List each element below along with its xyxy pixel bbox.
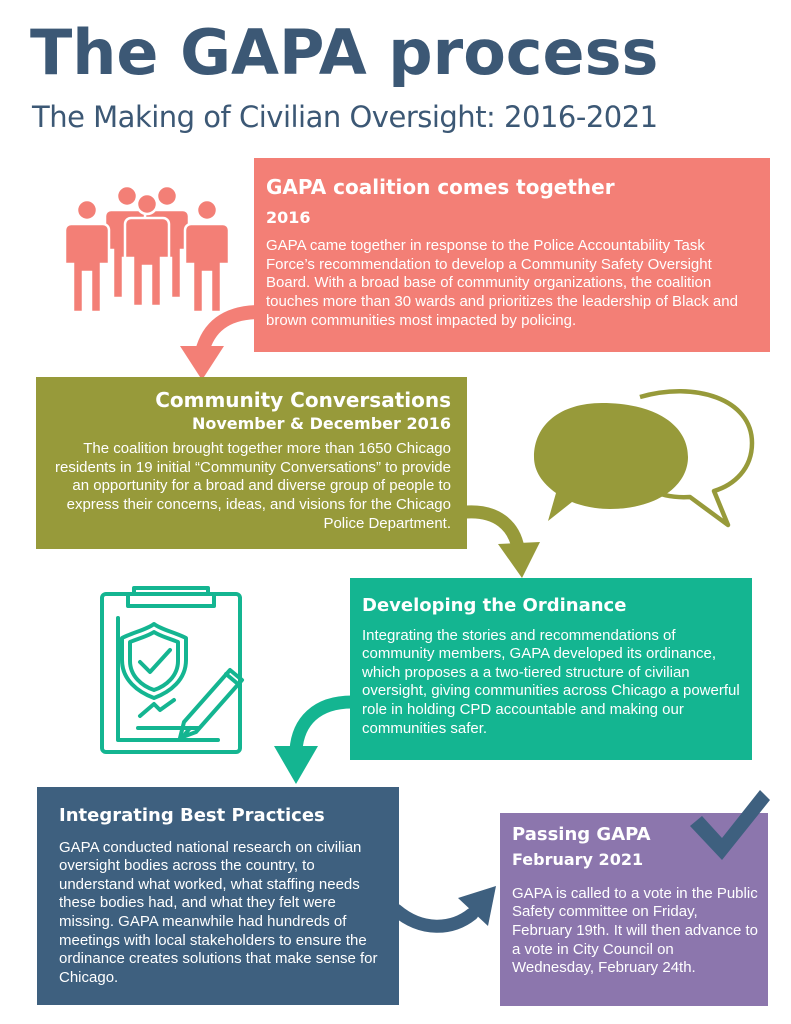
section-body: GAPA conducted national research on civilian oversight bodies across the country, to understand what worked, what staffing needs these bodies had, and what they felt were missing. GAPA meanwhile had hundreds of meetings with local stakeholders to ensure the ordinance creates solutions that make sense for Chicago.: [59, 838, 378, 986]
section-best-practices: [37, 787, 399, 1005]
section-heading: Integrating Best Practices: [59, 805, 325, 826]
person-figure: [65, 200, 109, 312]
page-subtitle: The Making of Civilian Oversight: 2016-2021: [32, 100, 658, 134]
section-community-conversations: [36, 377, 467, 549]
section-date: February 2021: [512, 849, 644, 869]
section-date: 2016: [266, 208, 311, 227]
page-title: The GAPA process: [30, 16, 659, 89]
curved-arrow-icon: [268, 688, 358, 788]
checkmark-icon: [684, 786, 774, 866]
section-heading: GAPA coalition comes together: [266, 175, 615, 199]
section-date: November & December 2016: [191, 414, 451, 433]
section-body: GAPA came together in response to the Police Accountability Task Force’s recommendation to develop a Community Safety Oversight Board. With a broad base of community organizations, the coalition touches more than 30 wards and prioritizes the leadership of Black and brown communities most impacted by policing.: [266, 237, 738, 329]
section-body: GAPA is called to a vote in the Public Safety committee on Friday, February 19th. It will then advance to a vote in City Council on Wednesday, February 24th.: [512, 884, 758, 977]
curved-arrow-icon: [462, 500, 552, 585]
speech-bubbles-icon: [530, 385, 760, 530]
section-coalition: [254, 158, 770, 352]
section-heading: Passing GAPA: [512, 824, 651, 845]
section-heading: Developing the Ordinance: [362, 595, 627, 616]
section-heading: Community Conversations: [155, 388, 451, 412]
section-body: Integrating the stories and recommendations of community members, GAPA developed its ordinance, which proposes a a two-tiered structure of civilian oversight, giving communities across Chicago a powerful role in holding CPD accountable and making our communities safer.: [362, 626, 740, 737]
curved-arrow-icon: [396, 872, 506, 942]
section-developing-ordinance: [350, 578, 752, 760]
people-group-icon: [62, 184, 232, 304]
person-figure: [185, 200, 229, 312]
clipboard-checklist-icon: [92, 582, 252, 757]
section-body: The coalition brought together more than 1650 Chicago residents in 19 initial “Community Conversations” to provide an opportunity for a broad and diverse group of people to express their concerns, ideas, and visions for the Chicago Police Department.: [54, 440, 451, 532]
